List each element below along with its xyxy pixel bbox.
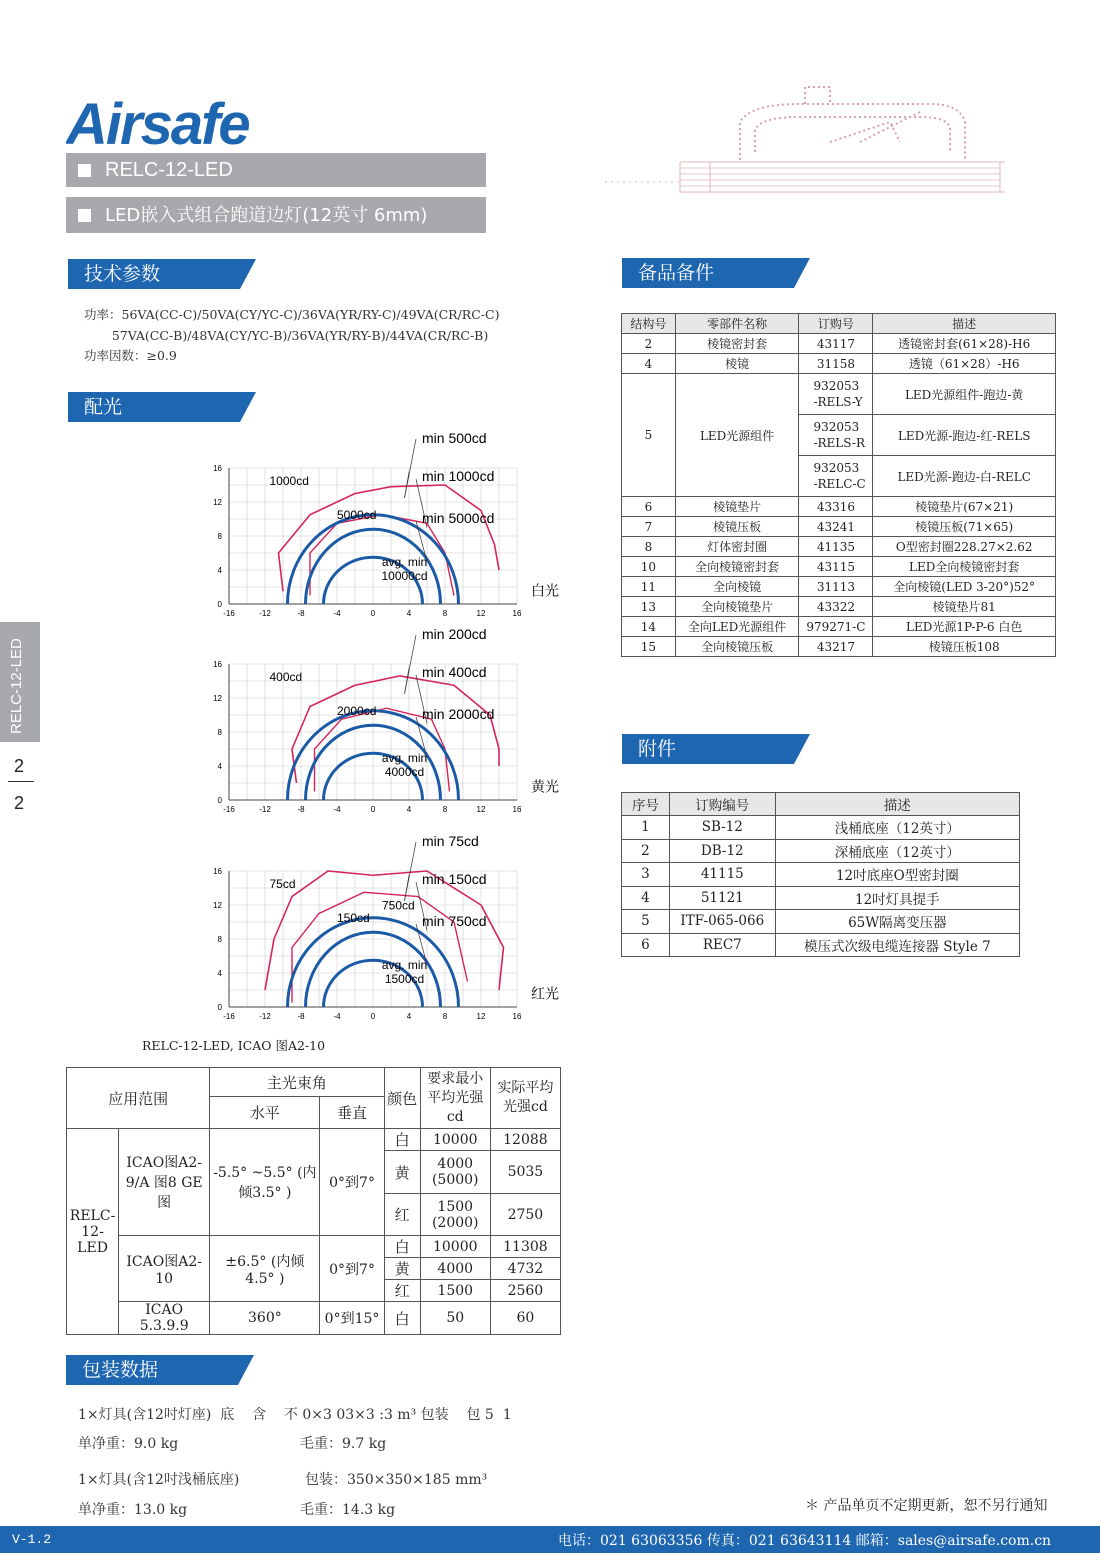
header-scope: 应用范围 — [67, 1068, 210, 1129]
y-tick-label: 0 — [217, 1003, 222, 1012]
x-tick-label: 12 — [476, 609, 486, 618]
spares-table — [621, 313, 1056, 657]
table-cell: 979271-C — [799, 617, 873, 637]
header-beam: 主光束角 — [210, 1068, 384, 1097]
table-cell: 31113 — [799, 577, 873, 597]
x-tick-label: -16 — [223, 1012, 235, 1021]
x-tick-label: 8 — [442, 805, 448, 814]
legend-min: min 150cd — [422, 871, 487, 887]
required-cell: 10000 — [420, 1236, 490, 1258]
x-tick-label: -12 — [259, 1012, 271, 1021]
required-cell: 4000 — [420, 1258, 490, 1280]
y-tick-label: 4 — [217, 566, 222, 575]
x-tick-label: 4 — [406, 1012, 412, 1021]
table-cell: 棱镜垫片(67×21) — [873, 497, 1056, 517]
net-weight-2: 单净重：13.0 kg — [78, 1502, 188, 1518]
legend-min: min 750cd — [422, 913, 487, 929]
page-divider — [8, 781, 34, 782]
table-cell: 15 — [622, 637, 676, 657]
mid-contour — [292, 892, 468, 1003]
airsafe-logo — [66, 92, 328, 152]
chart-caption: RELC-12-LED, ICAO 图A2-10 — [142, 1038, 326, 1053]
table-cell: O型密封圈228.27×2.62 — [873, 537, 1056, 557]
legend-min: min 200cd — [422, 626, 487, 642]
table-cell: 棱镜 — [675, 354, 799, 374]
pointer-line — [405, 635, 417, 694]
table-cell: 51121 — [669, 886, 775, 910]
header-color: 颜色 — [384, 1068, 420, 1129]
model-cell: RELC-12-LED — [67, 1129, 119, 1335]
contour-label: 400cd — [269, 670, 303, 684]
chart-2 — [66, 833, 559, 1040]
chart-1 — [66, 626, 559, 833]
table-cell: 棱镜压板 — [675, 517, 799, 537]
table-row — [622, 334, 1056, 354]
avg-label: avg. min — [381, 554, 428, 569]
table-cell: SB-12 — [669, 816, 775, 840]
x-tick-label: 16 — [512, 1012, 522, 1021]
legend-min: min 5000cd — [422, 510, 495, 526]
table-cell: 3 — [622, 863, 670, 887]
y-tick-label: 0 — [217, 600, 222, 609]
table-row — [622, 910, 1020, 934]
actual-cell: 4732 — [490, 1258, 560, 1280]
group1-horiz: -5.5° ~5.5° (内倾3.5° ) — [210, 1129, 320, 1236]
required-cell: 10000 — [420, 1129, 490, 1151]
actual-cell: 60 — [490, 1302, 560, 1335]
grid — [229, 468, 517, 604]
section-packaging-title: 包装数据 — [82, 1359, 159, 1381]
group2-horiz: ±6.5° (内倾4.5° ) — [210, 1236, 320, 1302]
chart-color-label: 白光 — [531, 582, 559, 599]
table-cell: 932053 -RELS-R — [799, 415, 873, 456]
chart-color-label: 黄光 — [531, 778, 559, 795]
group2-std: ICAO图A2-10 — [119, 1236, 210, 1302]
table-cell: 41115 — [669, 863, 775, 887]
table-cell: 全向LED光源组件 — [675, 617, 799, 637]
table-row — [622, 354, 1056, 374]
legend-min: min 2000cd — [422, 706, 495, 722]
avg-label: avg. min — [381, 957, 428, 972]
y-tick-label: 4 — [217, 762, 222, 771]
power-line-2: 57VA(CC-B)/48VA(CY/YC-B)/36VA(YR/RY-B)/44VA(CR/RC-B) — [84, 327, 489, 343]
header-vertical: 垂直 — [320, 1097, 384, 1129]
contour-label: 750cd — [382, 898, 415, 913]
contour-label: 5000cd — [337, 508, 377, 522]
square-bullet-icon — [78, 209, 91, 222]
x-tick-label: -4 — [333, 1012, 341, 1021]
gross-weight-1: 毛重：9.7 kg — [300, 1436, 387, 1452]
table-cell: 全向棱镜(LED 3-20°)52° — [873, 577, 1056, 597]
required-cell: 1500 (2000) — [420, 1194, 490, 1236]
update-notice: ＊ 产品单页不定期更新，恕不另行通知 — [805, 1498, 1048, 1514]
table-cell: 全向棱镜 — [675, 577, 799, 597]
actual-cell: 11308 — [490, 1236, 560, 1258]
x-tick-label: 4 — [406, 805, 412, 814]
table-cell: 13 — [622, 597, 676, 617]
net-weight-1: 单净重：9.0 kg — [78, 1436, 179, 1452]
table-cell: LED光源组件 — [675, 374, 799, 497]
section-accessories-header — [622, 734, 810, 764]
x-tick-label: -8 — [297, 805, 305, 814]
section-spares-header — [622, 258, 810, 288]
table-cell: 7 — [622, 517, 676, 537]
table-row — [622, 617, 1056, 637]
y-tick-label: 12 — [213, 694, 222, 703]
y-tick-label: 8 — [217, 728, 222, 737]
table-cell: 6 — [622, 497, 676, 517]
table-row — [622, 497, 1056, 517]
grid — [229, 664, 517, 800]
col-header: 结构号 — [622, 314, 676, 334]
legend-min: min 1000cd — [422, 468, 495, 484]
x-tick-label: -4 — [333, 805, 341, 814]
table-cell: LED光源1P-P-6 白色 — [873, 617, 1056, 637]
y-tick-label: 16 — [213, 867, 222, 876]
color-cell: 红 — [384, 1280, 420, 1302]
section-light-title: 配光 — [84, 396, 123, 418]
table-cell: 8 — [622, 537, 676, 557]
side-tab-label: RELC-12-LED — [8, 638, 25, 734]
table-cell: 65W隔离变压器 — [775, 910, 1019, 934]
color-cell: 白 — [384, 1236, 420, 1258]
group2-vert: 0°到7° — [320, 1236, 384, 1302]
y-tick-label: 0 — [217, 796, 222, 805]
table-cell: 4 — [622, 354, 676, 374]
table-cell: 14 — [622, 617, 676, 637]
packaging-line-2: 1×灯具(含12吋浅桶底座) — [78, 1472, 240, 1488]
table-cell: 透镜密封套(61×28)-H6 — [873, 334, 1056, 354]
product-name: LED嵌入式组合跑道边灯(12英寸 6mm) — [105, 205, 428, 226]
y-tick-label: 12 — [213, 901, 222, 910]
y-tick-label: 4 — [217, 969, 222, 978]
table-row — [622, 537, 1056, 557]
table-cell: 5 — [622, 910, 670, 934]
x-tick-label: 16 — [512, 609, 522, 618]
table-row — [622, 374, 1056, 415]
table-cell: 棱镜压板108 — [873, 637, 1056, 657]
page-total: 2 — [14, 793, 25, 813]
table-cell: 6 — [622, 933, 670, 957]
table-cell: 全向棱镜密封套 — [675, 557, 799, 577]
chart-0 — [66, 430, 559, 637]
tech-specs — [84, 305, 499, 367]
col-header: 订购号 — [799, 314, 873, 334]
model-bar — [66, 153, 486, 187]
y-tick-label: 8 — [217, 532, 222, 541]
table-cell: 4 — [622, 886, 670, 910]
color-cell: 白 — [384, 1302, 420, 1335]
table-cell: 棱镜压板(71×65) — [873, 517, 1056, 537]
table-cell: 棱镜垫片81 — [873, 597, 1056, 617]
power-line-1: 功率：56VA(CC-C)/50VA(CY/YC-C)/36VA(YR/RY-C)/49VA(CR/RC-C) — [84, 307, 500, 322]
group1-vert: 0°到7° — [320, 1129, 384, 1236]
table-cell: 43115 — [799, 557, 873, 577]
table-cell: 12吋底座O型密封圈 — [775, 863, 1019, 887]
table-cell: 43322 — [799, 597, 873, 617]
table-cell: 1 — [622, 816, 670, 840]
section-spares-title: 备品备件 — [638, 262, 715, 284]
table-row — [622, 637, 1056, 657]
contact-info: 电话：021 63063356 传真：021 63643114 邮箱：sales@airsafe.com.cn — [558, 1533, 1052, 1549]
header-required: 要求最小平均光强cd — [420, 1068, 490, 1129]
table-cell: 全向棱镜垫片 — [675, 597, 799, 617]
x-tick-label: -12 — [259, 609, 271, 618]
x-tick-label: 8 — [442, 609, 448, 618]
legend-min: min 500cd — [422, 430, 487, 446]
pointer-line — [405, 439, 417, 498]
contour-label: 2000cd — [337, 704, 377, 718]
table-cell: 2 — [622, 334, 676, 354]
avg-value: 1500cd — [384, 972, 425, 987]
table-row — [622, 839, 1020, 863]
x-tick-label: -8 — [297, 609, 305, 618]
actual-cell: 2750 — [490, 1194, 560, 1236]
table-cell: LED光源-跑边-红-RELS — [873, 415, 1056, 456]
section-light-header — [68, 392, 256, 422]
table-cell: 11 — [622, 577, 676, 597]
table-cell: 模压式次级电缆连接器 Style 7 — [775, 933, 1019, 957]
table-cell: 41135 — [799, 537, 873, 557]
actual-cell: 2560 — [490, 1280, 560, 1302]
footer-bar — [0, 1526, 1100, 1553]
group1-std: ICAO图A2-9/A 图8 GE 图 — [119, 1129, 210, 1236]
x-tick-label: 12 — [476, 805, 486, 814]
table-cell: LED光源-跑边-白-RELC — [873, 456, 1056, 497]
x-tick-label: 0 — [370, 805, 376, 814]
table-cell: 932053 -RELC-C — [799, 456, 873, 497]
required-cell: 50 — [420, 1302, 490, 1335]
x-tick-label: 4 — [406, 609, 412, 618]
avg-value: 10000cd — [381, 569, 428, 584]
product-name-bar — [66, 197, 486, 233]
table-cell: 棱镜垫片 — [675, 497, 799, 517]
col-header: 描述 — [873, 314, 1056, 334]
x-tick-label: 0 — [370, 1012, 376, 1021]
contour-label: 150cd — [337, 911, 370, 925]
table-row — [622, 886, 1020, 910]
col-header: 零部件名称 — [675, 314, 799, 334]
x-tick-label: 0 — [370, 609, 376, 618]
y-tick-label: 12 — [213, 498, 222, 507]
table-row — [622, 557, 1056, 577]
table-cell: 2 — [622, 839, 670, 863]
required-cell: 1500 — [420, 1280, 490, 1302]
table-cell: DB-12 — [669, 839, 775, 863]
table-cell: 全向棱镜压板 — [675, 637, 799, 657]
gross-weight-2: 毛重：14.3 kg — [300, 1502, 396, 1518]
table-cell: 浅桶底座（12英寸） — [775, 816, 1019, 840]
color-cell: 红 — [384, 1194, 420, 1236]
table-cell: 43316 — [799, 497, 873, 517]
required-cell: 4000 (5000) — [420, 1151, 490, 1194]
col-header: 订购编号 — [669, 793, 775, 816]
header-horizontal: 水平 — [210, 1097, 320, 1129]
grid — [229, 871, 517, 1007]
contour-label: 1000cd — [269, 474, 309, 488]
col-header: 描述 — [775, 793, 1019, 816]
square-bullet-icon — [78, 164, 91, 177]
actual-cell: 12088 — [490, 1129, 560, 1151]
color-cell: 黄 — [384, 1151, 420, 1194]
group3-horiz: 360° — [210, 1302, 320, 1335]
table-row — [622, 933, 1020, 957]
table-cell: LED光源组件-跑边-黄 — [873, 374, 1056, 415]
actual-cell: 5035 — [490, 1151, 560, 1194]
x-tick-label: -16 — [223, 609, 235, 618]
chart-color-label: 红光 — [531, 985, 559, 1002]
table-cell: 43117 — [799, 334, 873, 354]
color-cell: 白 — [384, 1129, 420, 1151]
x-tick-label: -8 — [297, 1012, 305, 1021]
header-actual: 实际平均光强cd — [490, 1068, 560, 1129]
table-cell: 透镜（61×28）-H6 — [873, 354, 1056, 374]
table-cell: LED全向棱镜密封套 — [873, 557, 1056, 577]
side-tab — [0, 622, 40, 742]
table-row — [622, 517, 1056, 537]
page-number: 2 — [14, 756, 25, 776]
x-tick-label: 16 — [512, 805, 522, 814]
table-cell: ITF-065-066 — [669, 910, 775, 934]
group3-vert: 0°到15° — [320, 1302, 384, 1335]
packaging-line-1: 1×灯具(含12吋灯座) 底 含 不 0×3 03×3 :3 m³ 包装 包 5 1 — [78, 1407, 512, 1423]
contour-label: 75cd — [269, 877, 296, 891]
table-cell: 灯体密封圈 — [675, 537, 799, 557]
table-cell: REC7 — [669, 933, 775, 957]
svg-text:Airsafe: Airsafe — [66, 92, 249, 152]
table-cell: 深桶底座（12英寸） — [775, 839, 1019, 863]
x-tick-label: -4 — [333, 609, 341, 618]
table-cell: 5 — [622, 374, 676, 497]
table-cell: 12吋灯具提手 — [775, 886, 1019, 910]
group3-std: ICAO 5.3.9.9 — [119, 1302, 210, 1335]
color-cell: 黄 — [384, 1258, 420, 1280]
power-factor: 功率因数：≥0.9 — [84, 348, 177, 363]
table-cell: 932053 -RELS-Y — [799, 374, 873, 415]
beam-table — [66, 1067, 561, 1335]
table-cell: 43217 — [799, 637, 873, 657]
model-title: RELC-12-LED — [105, 159, 233, 181]
table-row — [622, 597, 1056, 617]
section-tech-header — [68, 259, 256, 289]
x-tick-label: -16 — [223, 805, 235, 814]
accessories-table — [621, 792, 1020, 957]
legend-min: min 400cd — [422, 664, 487, 680]
x-tick-label: 12 — [476, 1012, 486, 1021]
packaging-size-2: 包装：350×350×185 mm³ — [305, 1472, 488, 1488]
table-cell: 31158 — [799, 354, 873, 374]
y-tick-label: 16 — [213, 660, 222, 669]
section-tech-title: 技术参数 — [84, 263, 161, 285]
table-row — [622, 577, 1056, 597]
col-header: 序号 — [622, 793, 670, 816]
y-tick-label: 16 — [213, 464, 222, 473]
section-accessories-title: 附件 — [638, 738, 677, 760]
x-tick-label: 8 — [442, 1012, 448, 1021]
table-row — [622, 863, 1020, 887]
table-row — [622, 816, 1020, 840]
table-cell: 棱镜密封套 — [675, 334, 799, 354]
table-cell: 10 — [622, 557, 676, 577]
x-tick-label: -12 — [259, 805, 271, 814]
section-packaging-header — [66, 1355, 254, 1385]
legend-min: min 75cd — [422, 833, 479, 849]
y-tick-label: 8 — [217, 935, 222, 944]
avg-value: 4000cd — [384, 765, 425, 780]
avg-label: avg. min — [381, 750, 428, 765]
table-cell: 43241 — [799, 517, 873, 537]
version: V-1.2 — [12, 1532, 52, 1547]
airport-layout-diagram — [600, 82, 1005, 200]
